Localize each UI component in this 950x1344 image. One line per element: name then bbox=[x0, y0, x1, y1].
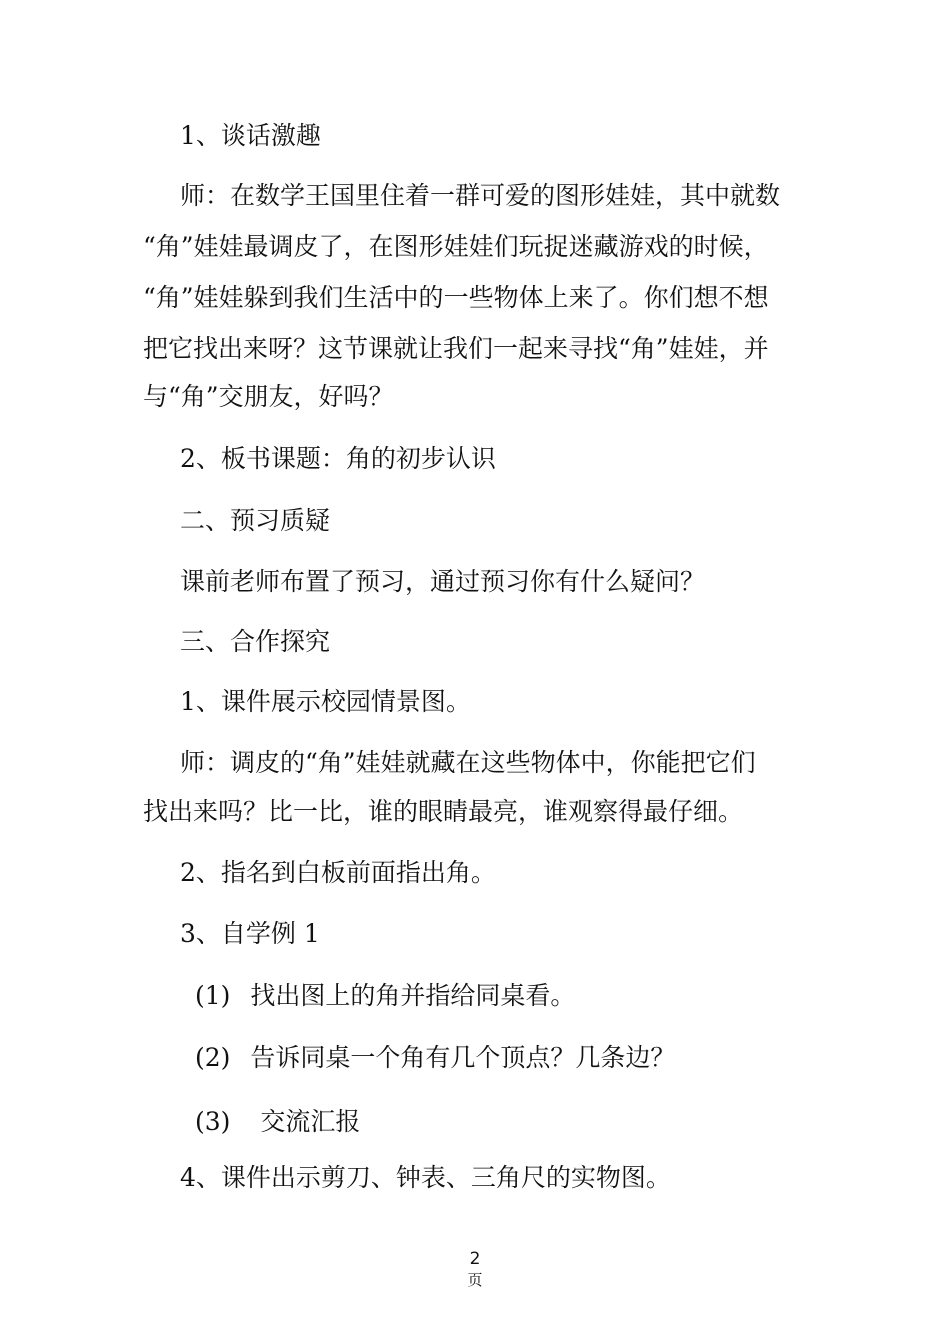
list-text-1: 找出图上的角并指给同桌看。 bbox=[250, 981, 576, 1010]
step-2-point-angle: 2、指名到白板前面指出角。 bbox=[180, 858, 496, 887]
page-number: 2 bbox=[469, 1249, 481, 1269]
section-heading-preview: 二、预习质疑 bbox=[180, 506, 331, 535]
paragraph-find-angle-line-1: 师：调皮的“角”娃娃就藏在这些物体中，你能把它们 bbox=[180, 748, 756, 777]
list-marker-1: (1) bbox=[195, 981, 231, 1010]
paragraph-intro-line-4: 把它找出来呀？这节课就让我们一起来寻找“角”娃娃，并 bbox=[143, 334, 769, 363]
list-item-2 bbox=[195, 1042, 675, 1074]
section-heading-cooperate: 三、合作探究 bbox=[180, 627, 331, 656]
list-text-3: 交流汇报 bbox=[260, 1107, 361, 1136]
heading-board-title: 2、板书课题：角的初步认识 bbox=[180, 444, 496, 473]
step-4-show-objects: 4、课件出示剪刀、钟表、三角尺的实物图。 bbox=[180, 1163, 671, 1192]
list-marker-3: (3) bbox=[195, 1107, 231, 1136]
list-item-3 bbox=[195, 1106, 360, 1138]
paragraph-preview: 课前老师布置了预习，通过预习你有什么疑问？ bbox=[180, 567, 706, 596]
paragraph-intro-line-3: “角”娃娃躲到我们生活中的一些物体上来了。你们想不想 bbox=[143, 283, 769, 312]
paragraph-intro-line-5: 与“角”交朋友，好吗？ bbox=[143, 382, 394, 411]
page-unit-label: 页 bbox=[467, 1271, 483, 1289]
step-1-campus-scene: 1、课件展示校园情景图。 bbox=[180, 687, 471, 716]
step-3-self-study: 3、自学例 1 bbox=[180, 919, 320, 948]
list-marker-2: (2) bbox=[195, 1043, 231, 1072]
paragraph-find-angle-line-2: 找出来吗？比一比，谁的眼睛最亮，谁观察得最仔细。 bbox=[143, 797, 744, 826]
list-item-1 bbox=[195, 980, 575, 1012]
list-text-2: 告诉同桌一个角有几个顶点？几条边？ bbox=[250, 1043, 676, 1072]
paragraph-intro-line-1: 师：在数学王国里住着一群可爱的图形娃娃，其中就数 bbox=[180, 181, 781, 210]
paragraph-intro-line-2: “角”娃娃最调皮了，在图形娃娃们玩捉迷藏游戏的时候， bbox=[143, 232, 769, 261]
heading-talk-interest: 1、谈话激趣 bbox=[180, 121, 321, 150]
